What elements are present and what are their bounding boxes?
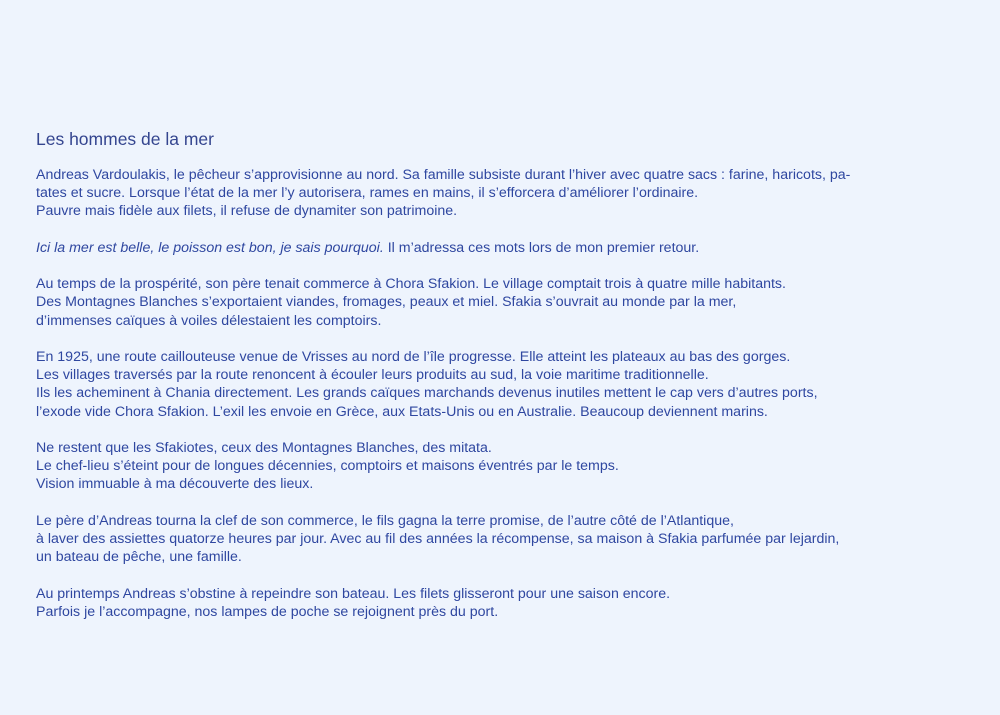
text-line: Pauvre mais fidèle aux filets, il refuse de dynamiter son patrimoine. xyxy=(36,203,458,220)
paragraph-1 xyxy=(36,166,976,221)
text-line: Parfois je l’accompagne, nos lampes de poche se rejoignent près du port. xyxy=(36,603,499,620)
text-line: Des Montagnes Blanches s’exportaient viandes, fromages, peaux et miel. Sfakia s’ouvrait au monde par la mer, xyxy=(36,294,737,311)
italic-quote: Ici la mer est belle, le poisson est bon, je sais pourquoi. xyxy=(36,239,384,256)
text-line: Au temps de la prospérité, son père tenait commerce à Chora Sfakion. Le village comptait trois à quatre mille habitants. xyxy=(36,276,786,293)
paragraph-4 xyxy=(36,348,976,421)
quote-line xyxy=(36,239,976,257)
text-line: Ne restent que les Sfakiotes, ceux des Montagnes Blanches, des mitata. xyxy=(36,439,492,456)
text-line: tates et sucre. Lorsque l’état de la mer l’y autorisera, rames en mains, il s’efforcera d’améliorer l’ordinaire. xyxy=(36,185,699,202)
paragraph-6 xyxy=(36,512,976,567)
text-line: Le père d’Andreas tourna la clef de son commerce, le fils gagna la terre promise, de l’autre côté de l’Atlantique, xyxy=(36,512,734,529)
paragraph-5 xyxy=(36,439,976,494)
paragraph-3 xyxy=(36,275,976,330)
text-line: l’exode vide Chora Sfakion. L’exil les envoie en Grèce, aux Etats-Unis ou en Australie. Beaucoup deviennent marins. xyxy=(36,403,768,420)
text-line: Andreas Vardoulakis, le pêcheur s’approvisionne au nord. Sa famille subsiste durant l’hiver avec quatre sacs : farine, haricots, pa- xyxy=(36,167,851,183)
quote-attribution: Il m’adressa ces mots lors de mon premier retour. xyxy=(383,239,700,256)
text-line: Au printemps Andreas s’obstine à repeindre son bateau. Les filets glisseront pour une saison encore. xyxy=(36,585,671,602)
text-line: à laver des assiettes quatorze heures par jour. Avec au fil des années la récompense, sa maison à Sfakia parfumée par lejardin, xyxy=(36,530,840,547)
document-body xyxy=(36,166,976,639)
paragraph-7 xyxy=(36,585,976,621)
document-title: Les hommes de la mer xyxy=(36,129,214,149)
text-line: Ils les acheminent à Chania directement. Les grands caïques marchands devenus inutiles mettent le cap vers d’autres ports, xyxy=(36,385,818,402)
text-line: Le chef-lieu s’éteint pour de longues décennies, comptoirs et maisons éventrés par le temps. xyxy=(36,458,619,475)
text-line: Vision immuable à ma découverte des lieux. xyxy=(36,476,314,493)
text-line: En 1925, une route caillouteuse venue de Vrisses au nord de l’île progresse. Elle atteint les plateaux au bas des gorges. xyxy=(36,348,791,365)
paragraph-2 xyxy=(36,239,976,257)
text-line: Les villages traversés par la route renoncent à écouler leurs produits au sud, la voie maritime traditionnelle. xyxy=(36,367,709,384)
text-line: d’immenses caïques à voiles délestaient les comptoirs. xyxy=(36,312,382,329)
text-line: un bateau de pêche, une famille. xyxy=(36,549,242,566)
